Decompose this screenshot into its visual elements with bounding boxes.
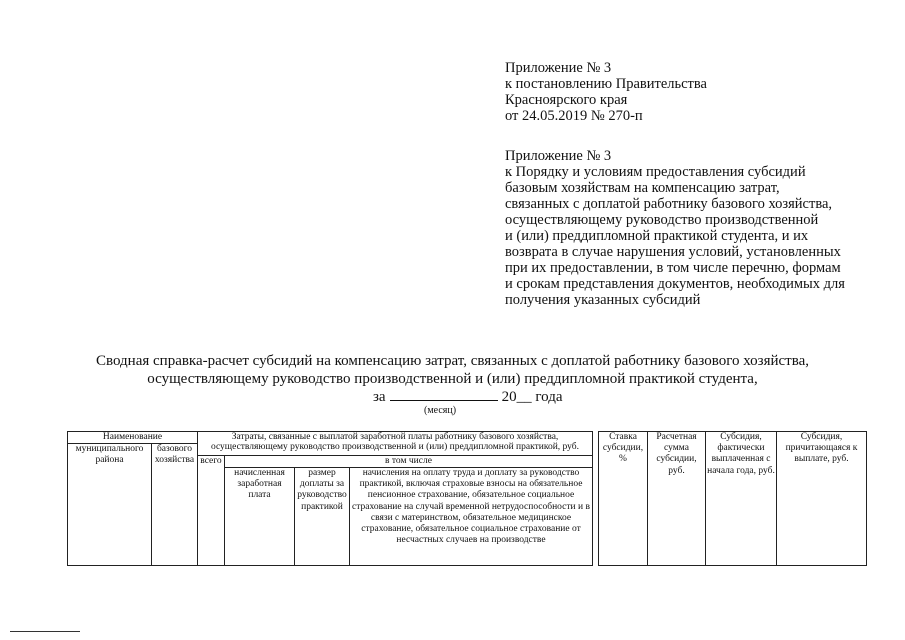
approval-block-government bbox=[505, 60, 707, 124]
header-calculated-amount: Расчетная сумма субсидии, руб. bbox=[648, 432, 706, 566]
header-subsidy-due: Субсидия, причитающаяся к выплате, руб. bbox=[777, 432, 867, 566]
header-including: в том числе bbox=[225, 456, 593, 468]
header-supplement-amount: размер доплаты за руководство практикой bbox=[295, 468, 350, 566]
period-prefix: за bbox=[373, 389, 386, 405]
subsidy-calculation-table bbox=[67, 431, 867, 566]
header-costs: Затраты, связанные с выплатой заработной платы работнику базового хозяйства, осуществляющему руководство производственной и (или) преддипломной практикой, руб. bbox=[198, 432, 593, 456]
approval-line: осуществляющему руководство производственной bbox=[505, 212, 819, 228]
document-title-line-1: Сводная справка-расчет субсидий на компенсацию затрат, связанных с доплатой работнику базового хозяйства, bbox=[95, 353, 810, 369]
header-subsidy-paid: Субсидия, фактически выплаченная с начала года, руб. bbox=[706, 432, 777, 566]
period-line bbox=[373, 386, 562, 406]
header-naimenovanie: Наименование bbox=[68, 432, 198, 444]
header-base-farm: базового хозяйства bbox=[152, 444, 198, 566]
approval-line: и срокам представления документов, необходимых для bbox=[505, 276, 845, 292]
approval-line: от 24.05.2019 № 270-п bbox=[505, 108, 643, 124]
approval-line: получения указанных субсидий bbox=[505, 292, 701, 308]
approval-line: возврата в случае нарушения условий, установленных bbox=[505, 244, 841, 260]
header-accruals: начисления на оплату труда и доплату за руководство практикой, включая страховые взносы на обязательное пенсионное страхование, обязательное социальное страхование на случай временной нетрудоспособности и в связи с материнством, обязательное медицинское страхование, обязательное социальное страхование от несчастных случаев на производстве bbox=[350, 468, 593, 566]
approval-line: связанных с доплатой работнику базового хозяйства, bbox=[505, 196, 833, 212]
approval-line: при их предоставлении, в том числе перечню, формам bbox=[505, 260, 841, 276]
header-total: всего bbox=[198, 456, 225, 566]
approval-line: Приложение № 3 bbox=[505, 60, 612, 76]
approval-block-procedure bbox=[505, 148, 845, 308]
approval-line: базовым хозяйствам на компенсацию затрат, bbox=[505, 180, 780, 196]
document-title-line-2: осуществляющему руководство производственной и (или) преддипломной практикой студента, bbox=[147, 371, 758, 387]
approval-line: Красноярского края bbox=[505, 92, 628, 108]
approval-line: Приложение № 3 bbox=[505, 148, 612, 164]
approval-line: и (или) преддипломной практикой студента, и их bbox=[505, 228, 809, 244]
approval-line: к постановлению Правительства bbox=[505, 76, 707, 92]
period-year: 20__ года bbox=[501, 389, 563, 405]
month-blank-field[interactable] bbox=[390, 386, 498, 401]
footnote-divider bbox=[10, 631, 80, 632]
header-municipal-district: муниципального района bbox=[68, 444, 152, 566]
month-hint: (месяц) bbox=[424, 405, 457, 416]
header-subsidy-rate: Ставка субсидии, % bbox=[599, 432, 648, 566]
header-accrued-salary: начисленная заработная плата bbox=[225, 468, 295, 566]
approval-line: к Порядку и условиям предоставления субсидий bbox=[505, 164, 806, 180]
